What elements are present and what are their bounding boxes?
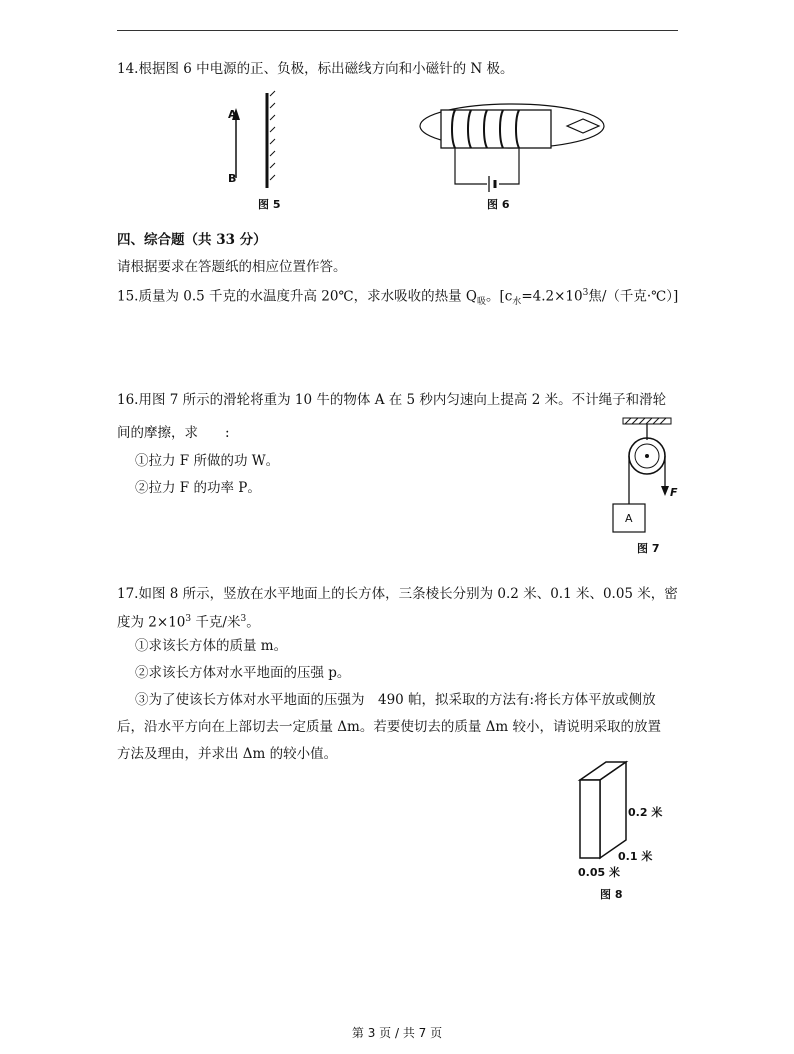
q16-item2: ②拉力 F 的功率 P。 xyxy=(135,480,261,496)
q16-line1: 16.用图 7 所示的滑轮将重为 10 牛的物体 A 在 5 秒内匀速向上提高 2 米。不计绳子和滑轮 xyxy=(117,392,667,408)
section-instruction: 请根据要求在答题纸的相应位置作答。 xyxy=(117,259,347,275)
q17-line2: 度为 $2\times 10^3$ 千克/米$^3$。 xyxy=(117,614,260,631)
box-front xyxy=(580,780,600,858)
header-rule xyxy=(117,30,678,31)
section-title: 四、综合题（共 33 分） xyxy=(117,232,267,248)
fig7-label-a: A xyxy=(625,512,633,525)
fig5-label-b: B xyxy=(228,172,237,185)
compass-needle xyxy=(567,119,599,133)
fig5-label-a: A xyxy=(228,108,237,121)
fig5-caption: 图 5 xyxy=(258,198,281,211)
q16-line2: 间的摩擦，求 : xyxy=(117,425,230,441)
solenoid xyxy=(441,110,551,148)
q17-line1: 17.如图 8 所示，竖放在水平地面上的长方体，三条棱长分别为 0.2 米、0.1 米、0.05 米，密 xyxy=(117,586,678,602)
q17-item3-line1: ③为了使该长方体对水平地面的压强为 490 帕，拟采取的方法有:将长方体平放或侧放 xyxy=(135,692,656,708)
fig7-caption: 图 7 xyxy=(637,542,660,555)
fig8-dim-depth: 0.05 米 xyxy=(578,866,620,879)
q17-item1: ①求该长方体的质量 m。 xyxy=(135,638,288,654)
q16-item1: ①拉力 F 所做的功 W。 xyxy=(135,453,280,469)
fig8-caption: 图 8 xyxy=(600,888,623,901)
q15-text: 15.质量为 0.5 千克的水温度升高 20℃，求水吸收的热量 $Q_吸$。[$c_水=4.2\times 10^3$焦/（千克·℃）] xyxy=(117,288,679,308)
q17-item3-line3: 方法及理由，并求出 Δm 的较小值。 xyxy=(117,746,338,762)
q17-item3-line2: 后，沿水平方向在上部切去一定质量 Δm。若要使切去的质量 Δm 较小，请说明采取的放置 xyxy=(117,719,661,735)
box-side xyxy=(600,762,626,858)
figure-6 xyxy=(415,88,615,193)
force-arrow xyxy=(661,486,669,496)
q14-text: 14.根据图 6 中电源的正、负极，标出磁线方向和小磁针的 N 极。 xyxy=(117,61,514,77)
page-footer: 第 3 页 / 共 7 页 xyxy=(351,1026,443,1040)
fig8-dim-width: 0.1 米 xyxy=(618,850,653,863)
fig8-dim-height: 0.2 米 xyxy=(628,806,663,819)
fig7-label-f: F xyxy=(670,486,678,499)
figure-7 xyxy=(600,412,680,537)
fig6-caption: 图 6 xyxy=(487,198,510,211)
q17-item2: ②求该长方体对水平地面的压强 p。 xyxy=(135,665,351,681)
